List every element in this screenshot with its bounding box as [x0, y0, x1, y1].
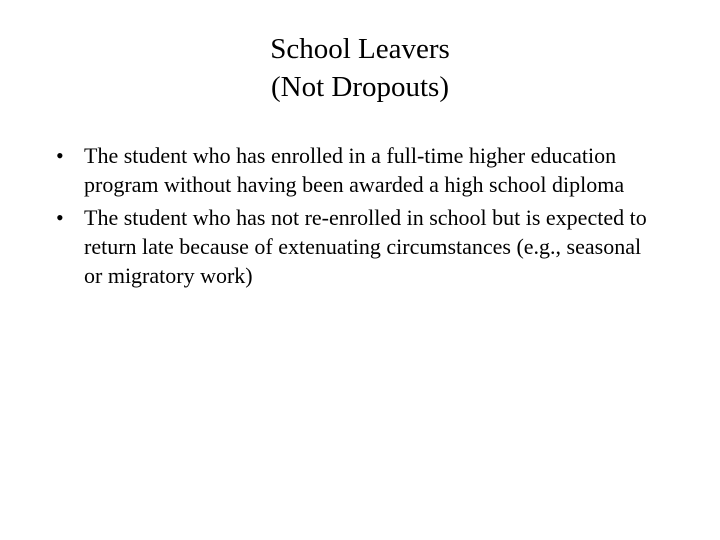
bullet-list [56, 141, 656, 294]
title-line-2: (Not Dropouts) [270, 71, 449, 103]
bullet-text-1: The student who has enrolled in a full-time higher education program without having been awarded a high school diploma [84, 143, 625, 197]
bullet-item-2 [56, 203, 656, 290]
bullet-icon: • [56, 143, 64, 168]
bullet-icon: • [56, 205, 64, 230]
title-line-1: School Leavers [270, 33, 450, 65]
bullet-text-2: The student who has not re-enrolled in school but is expected to return late because of extenuating circumstances (e.g., seasonal or migratory work) [84, 205, 647, 288]
slide-title [0, 30, 720, 106]
bullet-item-1 [56, 141, 656, 199]
